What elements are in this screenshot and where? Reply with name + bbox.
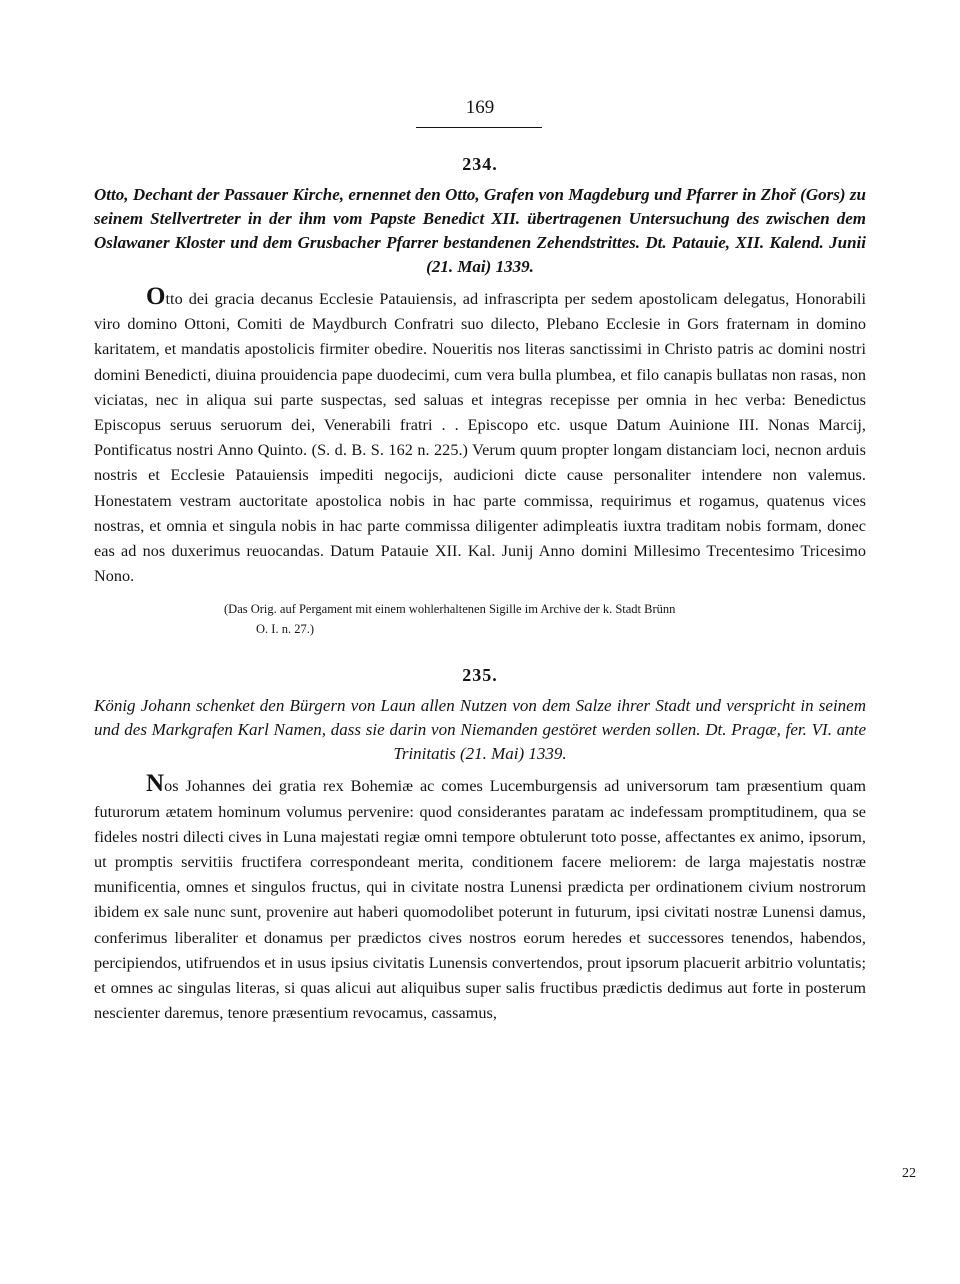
document-text-body: os Johannes dei gratia rex Bohemiæ ac comes Lucemburgensis ad universorum tam præsentium quam futurorum ætatem hominum volumus pervenire: quod considerantes paratam ac indefessam promptitudinem, qua se fideles nostri dilecti cives in Luna majestati regiæ omni tempore obtulerunt toto posse, affectantes ex animo, ipsorum, ut promptis servitiis fructifera correspondeant merita, conditionem facere meliorem: de larga majestatis nostræ munificentia, omnes et singulos fructus, qui in civitate nostra Lunensi prædicta per ordinationem civium nostrorum ibidem ex sale nunc sunt, provenire aut haberi quomodolibet poterunt in futurum, ipsi civitati nostræ Lunensi damus, conferimus liberaliter et donamus per prædictos cives nostros eorum heredes et successores tenendos, habendos, percipiendos, utifruendos et in usus ipsius civitatis Lunensis convertendos, prout ipsorum placuerit arbitrio voluntatis; et omnes ac singulas literas, si quas alicui aut aliquibus super salis fructibus prædictis dedimus aut forte in posterum nescienter daremus, tenore præsentium revocamus, cassamus, xyxy=(94,777,866,1023)
page-number: 169 xyxy=(465,97,495,118)
document-text-body: tto dei gracia decanus Ecclesie Patauiensis, ad infrascripta per sedem apostolicam delegatus, Honorabili viro domino Ottoni, Comiti de Maydburch Confratri suo dilecto, Plebano Ecclesie in Gors fraternam in domino karitatem, et mandatis apostolicis firmiter obedire. Noueritis nos literas sanctissimi in Christo patris ac domini nostri domini Benedicti, diuina prouidencia pape duodecimi, cum vera bulla plumbea, et filo canapis bullatas non rasas, non viciatas, nec in aliqua sui parte suspectas, sed saluas et integras recepisse per omnia in hec verba: Benedictus Episcopus seruus seruorum dei, Venerabili fratri . . Episcopo etc. usque Datum Auinione III. Nonas Marcij, Pontificatus nostri Anno Quinto. (S. d. B. S. 162 n. 225.) Verum quum propter longam distanciam loci, necnon arduis nostris et Ecclesie Patauiensis impediti negocijs, audicioni dicte cause personaliter intendere non valemus. Honestatem vestram auctoritate apostolica nobis in hac parte commissa, requirimus et rogamus, quatenus vices nostras, et omnia et singula nobis in hac parte commissa diligenter adimpleatis iuxtra traditam nobis formam, donec eas ad nos duxerimus reuocandas. Datum Patauie XII. Kal. Junij Anno domini Millesimo Trecentesimo Tricesimo Nono. xyxy=(94,290,866,586)
initial-letter: O xyxy=(146,283,166,310)
document-235 xyxy=(94,665,866,1026)
footnote-line: (Das Orig. auf Pergament mit einem wohlerhaltenen Sigille im Archive der k. Stadt Brünn xyxy=(224,602,676,617)
document-summary: Otto, Dechant der Passauer Kirche, ernennet den Otto, Grafen von Magdeburg und Pfarrer in Zhoř (Gors) zu seinem Stellvertreter in der ihm vom Papste Benedict XII. übertragenen Untersuchung des zwischen dem Oslawaner Kloster und dem Grusbacher Pfarrer bestandenen Zehendstrittes. Dt. Patauie, XII. Kalend. Junii (21. Mai) 1339. xyxy=(94,185,866,276)
document-number: 235. xyxy=(462,665,498,686)
document-234 xyxy=(94,154,866,639)
document-number: 234. xyxy=(462,154,498,174)
document-page xyxy=(94,96,866,1026)
signature-mark: 22 xyxy=(902,1166,916,1181)
page-header xyxy=(94,96,866,136)
footnote-line: O. I. n. 27.) xyxy=(256,622,314,637)
document-text xyxy=(94,283,866,589)
document-summary: König Johann schenket den Bürgern von Laun allen Nutzen von dem Salze ihrer Stadt und verspricht in seinem und des Markgrafen Karl Namen, dass sie darin von Niemanden gestöret werden sollen. Dt. Pragæ, fer. VI. ante Trinitatis (21. Mai) 1339. xyxy=(94,696,866,764)
archive-footnote xyxy=(94,599,866,639)
header-rule xyxy=(416,127,542,128)
document-text xyxy=(94,770,866,1026)
initial-letter: N xyxy=(146,770,165,798)
